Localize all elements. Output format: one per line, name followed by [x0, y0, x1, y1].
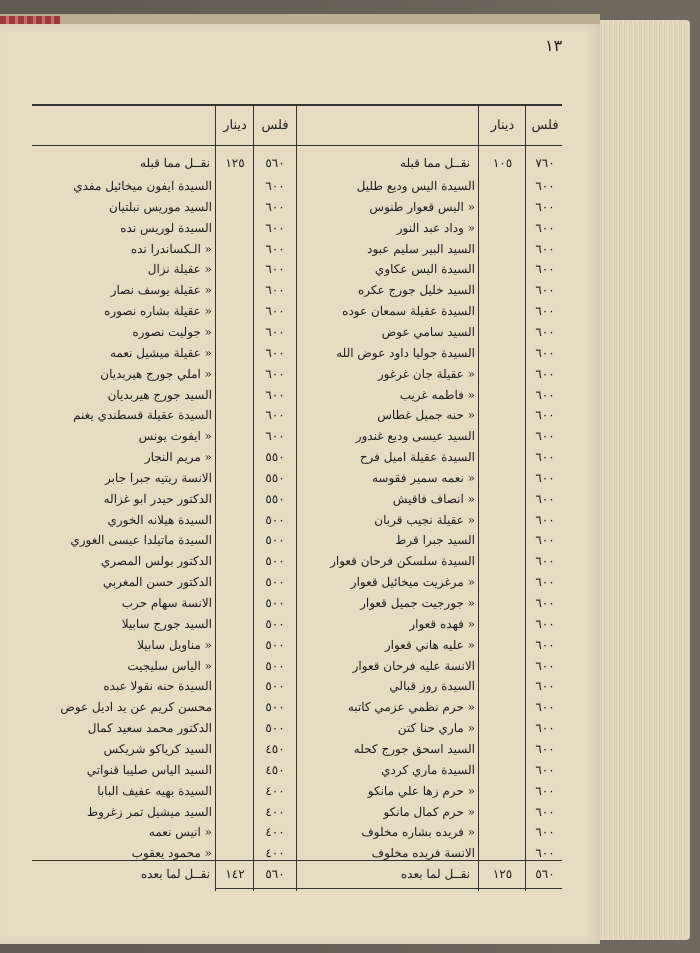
ledger-row-fils: ٦٠٠ — [265, 283, 285, 297]
ledger-row-name: « عليه هاني قعوار — [384, 638, 475, 652]
ledger-row-name: « ماري حنا كتن — [397, 721, 475, 735]
left-dinar-header: دينار — [223, 118, 247, 133]
ledger-row-name: السيدة سلسكن فرحان قعوار — [330, 554, 475, 568]
ledger-row-name: « عقيلة بشاره نصوره — [104, 304, 212, 318]
right-dinar-header: دينار — [490, 118, 515, 133]
ledger-row-fils: ٦٠٠ — [265, 325, 285, 339]
ledger-row-name: « عقيلة نجيب قربان — [374, 513, 475, 527]
ledger-row-name: السيدة اليس وديع طليل — [356, 179, 475, 193]
ledger-row-name: « اليس قعوار طنوس — [369, 200, 475, 214]
right-carried-in-fils: ٧٦٠ — [535, 156, 555, 170]
ledger-row-fils: ٥٠٠ — [265, 659, 285, 673]
ledger-row-fils: ٦٠٠ — [535, 471, 555, 485]
ledger-row-name: السيدة عقيلة سمعان عوده — [342, 304, 475, 318]
right-fils-rule — [525, 106, 526, 891]
ledger-row-name: الدكتور حيدر ابو غزاله — [103, 492, 212, 506]
ledger-row-fils: ٦٠٠ — [535, 221, 555, 235]
ledger-row-fils: ٦٠٠ — [535, 367, 555, 381]
ledger-row-name: الدكتور حسن المغربي — [102, 575, 212, 589]
left-carried-out-fils: ٥٦٠ — [265, 867, 285, 881]
ledger-row-fils: ٦٠٠ — [265, 200, 285, 214]
ledger-row-name: الانسة ريتيه جبرا جابر — [105, 471, 212, 485]
ledger-row-name: « انيس نعمه — [148, 825, 212, 839]
ledger-row-fils: ٦٠٠ — [535, 408, 555, 422]
ledger-row-fils: ٥٠٠ — [265, 596, 285, 610]
ledger-row-name: « عقيلة ميشيل نعمه — [109, 346, 212, 360]
ledger-row-name: « الـكساندرا نده — [130, 242, 212, 256]
ledger-row-name: السيد موريس نبلتيان — [109, 200, 212, 214]
ledger-row-name: « انصاف فاقيش — [392, 492, 475, 506]
ledger-row-name: السيد البير سليم عبود — [367, 242, 475, 256]
ledger-row-fils: ٦٠٠ — [535, 825, 555, 839]
ledger-row-name: « مناويل سابيلا — [137, 638, 212, 652]
ledger-row-name: « نعمه سمير فقوسه — [371, 471, 475, 485]
ledger-row-fils: ٦٠٠ — [535, 638, 555, 652]
ledger-row-fils: ٦٠٠ — [535, 596, 555, 610]
ledger-row-name: « مرغريت ميخائيل قعوار — [350, 575, 475, 589]
ledger-row-fils: ٥٥٠ — [265, 450, 285, 464]
left-carried-out-label: نقــل لما بعده — [140, 867, 210, 881]
ledger-row-name: السيدة جوليا داود عوض الله — [336, 346, 475, 360]
ledger-row-name: السيدة بهيه عفيف البابا — [97, 784, 212, 798]
ledger-row-name: « عقيلة جان غرغور — [377, 367, 475, 381]
ledger-row-fils: ٦٠٠ — [535, 492, 555, 506]
ledger-row-fils: ٦٠٠ — [265, 408, 285, 422]
ledger-row-fils: ٥٠٠ — [265, 638, 285, 652]
ledger-row-name: « جوليت نصوره — [132, 325, 212, 339]
ledger-row-name: السيدة ايفون ميخائيل مفدي — [73, 179, 212, 193]
ledger-row-fils: ٦٠٠ — [535, 575, 555, 589]
ledger-row-fils: ٤٠٠ — [265, 784, 285, 798]
left-carried-out-dinar: ١٤٢ — [225, 867, 245, 881]
ledger-row-name: السيدة اليس عكاوي — [374, 262, 475, 276]
ledger-row-name: « جورجيت جميل قعوار — [360, 596, 475, 610]
ledger-row-fils: ٦٠٠ — [265, 346, 285, 360]
ledger-row-name: الانسة عليه فرحان قعوار — [352, 659, 475, 673]
ledger-row-fils: ٦٠٠ — [535, 450, 555, 464]
ledger-row-name: « عقيلة يوسف نصار — [110, 283, 212, 297]
ledger-row-name: « مريم النجار — [144, 450, 212, 464]
ledger-row-fils: ٦٠٠ — [535, 533, 555, 547]
ledger-row-name: السيدة ماري كردي — [381, 763, 475, 777]
ledger-row-name: السيدة لوريس نده — [120, 221, 212, 235]
center-divider-rule — [296, 106, 297, 891]
ledger-row-name: السيد عيسى وديع غندور — [355, 429, 475, 443]
ledger-row-name: « حرم زها علي مانكو — [367, 784, 475, 798]
ledger-row-name: السيدة حنه نقولا عبده — [103, 679, 212, 693]
ledger-row-name: السيدة ماتيلدا عيسى الغوري — [70, 533, 212, 547]
ledger-row-name: السيدة هيلانه الخوري — [107, 513, 212, 527]
right-carried-in-dinar: ١٠٥ — [492, 156, 513, 170]
ledger-row-fils: ٦٠٠ — [265, 429, 285, 443]
ledger-row-fils: ٦٠٠ — [535, 742, 555, 756]
right-carried-out-dinar: ١٢٥ — [492, 867, 513, 881]
ledger-row-fils: ٦٠٠ — [535, 325, 555, 339]
ledger-row-name: السيد اسحق جورج كحله — [353, 742, 475, 756]
left-fils-header: فلس — [261, 118, 289, 133]
left-carried-in-dinar: ١٢٥ — [225, 156, 245, 170]
ledger-row-fils: ٤٠٠ — [265, 805, 285, 819]
ledger-row-fils: ٦٠٠ — [535, 304, 555, 318]
ledger-row-fils: ٦٠٠ — [265, 242, 285, 256]
ledger-row-fils: ٥٠٠ — [265, 575, 285, 589]
ledger-row-name: السيد جبرا قرط — [395, 533, 475, 547]
ledger-row-fils: ٥٥٠ — [265, 492, 285, 506]
ledger-row-fils: ٥٥٠ — [265, 471, 285, 485]
ledger-row-name: السيدة عقيلة قسطندي يغنم — [73, 408, 212, 422]
ledger-row-fils: ٦٠٠ — [535, 346, 555, 360]
ledger-row-name: « فاطمه غريب — [399, 388, 475, 402]
ledger-row-name: السيد كرياكو شريكس — [103, 742, 212, 756]
top-rule — [32, 104, 562, 106]
ledger-row-fils: ٦٠٠ — [535, 763, 555, 777]
header-bottom-rule — [32, 145, 562, 146]
ledger-row-fils: ٦٠٠ — [535, 846, 555, 860]
ledger-row-fils: ٦٠٠ — [535, 429, 555, 443]
ledger-row-name: « ايفوت يونس — [138, 429, 212, 443]
ledger-row-fils: ٦٠٠ — [265, 221, 285, 235]
ledger-row-name: « حنه جميل غطاس — [377, 408, 475, 422]
ledger-row-fils: ٦٠٠ — [535, 242, 555, 256]
right-fils-header: فلس — [531, 118, 559, 133]
ledger-row-name: السيد سامي عوض — [381, 325, 475, 339]
ledger-row-name: السيدة روز قبالي — [389, 679, 475, 693]
ledger-row-name: الانسة فريده مخلوف — [371, 846, 475, 860]
right-carried-in-label: نقــل مما قبله — [400, 156, 470, 170]
left-fils-rule — [253, 106, 254, 891]
ledger-row-name: الدكتور محمد سعيد كمال — [87, 721, 212, 735]
ledger-row-fils: ٦٠٠ — [535, 700, 555, 714]
ledger-row-fils: ٦٠٠ — [535, 283, 555, 297]
ledger-row-fils: ٥٠٠ — [265, 617, 285, 631]
ledger-row-fils: ٦٠٠ — [535, 659, 555, 673]
left-dinar-rule — [215, 106, 216, 891]
ledger-row-fils: ٦٠٠ — [535, 179, 555, 193]
ledger-row-name: السيد جورج هيربديان — [107, 388, 212, 402]
ledger-row-fils: ٦٠٠ — [265, 179, 285, 193]
ledger-row-name: محسن كريم عن يد اديل عوض — [60, 700, 212, 714]
ledger-row-fils: ٦٠٠ — [265, 304, 285, 318]
ledger-row-fils: ٦٠٠ — [265, 367, 285, 381]
left-carried-in-fils: ٥٦٠ — [265, 156, 285, 170]
right-dinar-rule — [478, 106, 479, 891]
right-carried-out-label: نقــل لما بعده — [400, 867, 470, 881]
ledger-row-fils: ٦٠٠ — [535, 617, 555, 631]
footer-rule — [32, 860, 562, 861]
ledger-row-fils: ٤٥٠ — [265, 763, 285, 777]
ledger-row-fils: ٦٠٠ — [535, 679, 555, 693]
ledger-row-fils: ٥٠٠ — [265, 721, 285, 735]
ledger-row-fils: ٦٠٠ — [535, 805, 555, 819]
ledger-row-name: « فهده قعوار — [409, 617, 475, 631]
page-number: ١٣ — [545, 36, 563, 55]
page-stack-edge — [590, 20, 690, 940]
ledger-row-fils: ٥٠٠ — [265, 700, 285, 714]
ledger-row-fils: ٦٠٠ — [535, 388, 555, 402]
ledger-row-fils: ٦٠٠ — [265, 262, 285, 276]
ledger-row-fils: ٦٠٠ — [535, 513, 555, 527]
ledger-row-fils: ٥٠٠ — [265, 533, 285, 547]
ledger-row-name: السيد جورج سابيلا — [121, 617, 212, 631]
ledger-row-fils: ٤٥٠ — [265, 742, 285, 756]
ledger-row-fils: ٤٠٠ — [265, 846, 285, 860]
ledger-row-name: السيد الياس صليبا قنواتي — [86, 763, 212, 777]
ledger-row-name: « وداد عبد النور — [396, 221, 475, 235]
right-carried-out-fils: ٥٦٠ — [535, 867, 555, 881]
left-carried-in-label: نقــل مما قبله — [140, 156, 210, 170]
ledger-row-name: السيد ميشيل تمر زغروط — [86, 805, 212, 819]
ledger-row-name: « حرم كمال مانكو — [383, 805, 475, 819]
ledger-row-fils: ٦٠٠ — [535, 721, 555, 735]
footer-bottom-rule — [215, 888, 562, 889]
ledger-row-name: « الياس سليجيت — [127, 659, 212, 673]
ledger-row-fils: ٦٠٠ — [535, 200, 555, 214]
ledger-row-fils: ٦٠٠ — [535, 554, 555, 568]
ledger-row-name: السيدة عقيلة اميل فرح — [359, 450, 475, 464]
ledger-row-fils: ٦٠٠ — [265, 388, 285, 402]
ledger-row-name: « محمود يعقوب — [131, 846, 212, 860]
ledger-row-fils: ٤٠٠ — [265, 825, 285, 839]
ledger-row-name: « املي جورج هيربديان — [100, 367, 212, 381]
ledger-row-name: « حرم نظمي عزمي كاتبه — [347, 700, 475, 714]
ledger-row-fils: ٥٠٠ — [265, 554, 285, 568]
ledger-row-name: الانسة سهام حرب — [121, 596, 212, 610]
ledger-row-fils: ٥٠٠ — [265, 513, 285, 527]
ledger-row-name: السيد خليل جورج عكره — [357, 283, 475, 297]
ledger-row-name: الدكتور بولس المصري — [100, 554, 212, 568]
ledger-row-name: « عقيلة نزال — [147, 262, 212, 276]
ledger-row-fils: ٥٠٠ — [265, 679, 285, 693]
ledger-row-fils: ٦٠٠ — [535, 262, 555, 276]
ledger-row-fils: ٦٠٠ — [535, 784, 555, 798]
ledger-row-name: « فريده بشاره مخلوف — [361, 825, 475, 839]
